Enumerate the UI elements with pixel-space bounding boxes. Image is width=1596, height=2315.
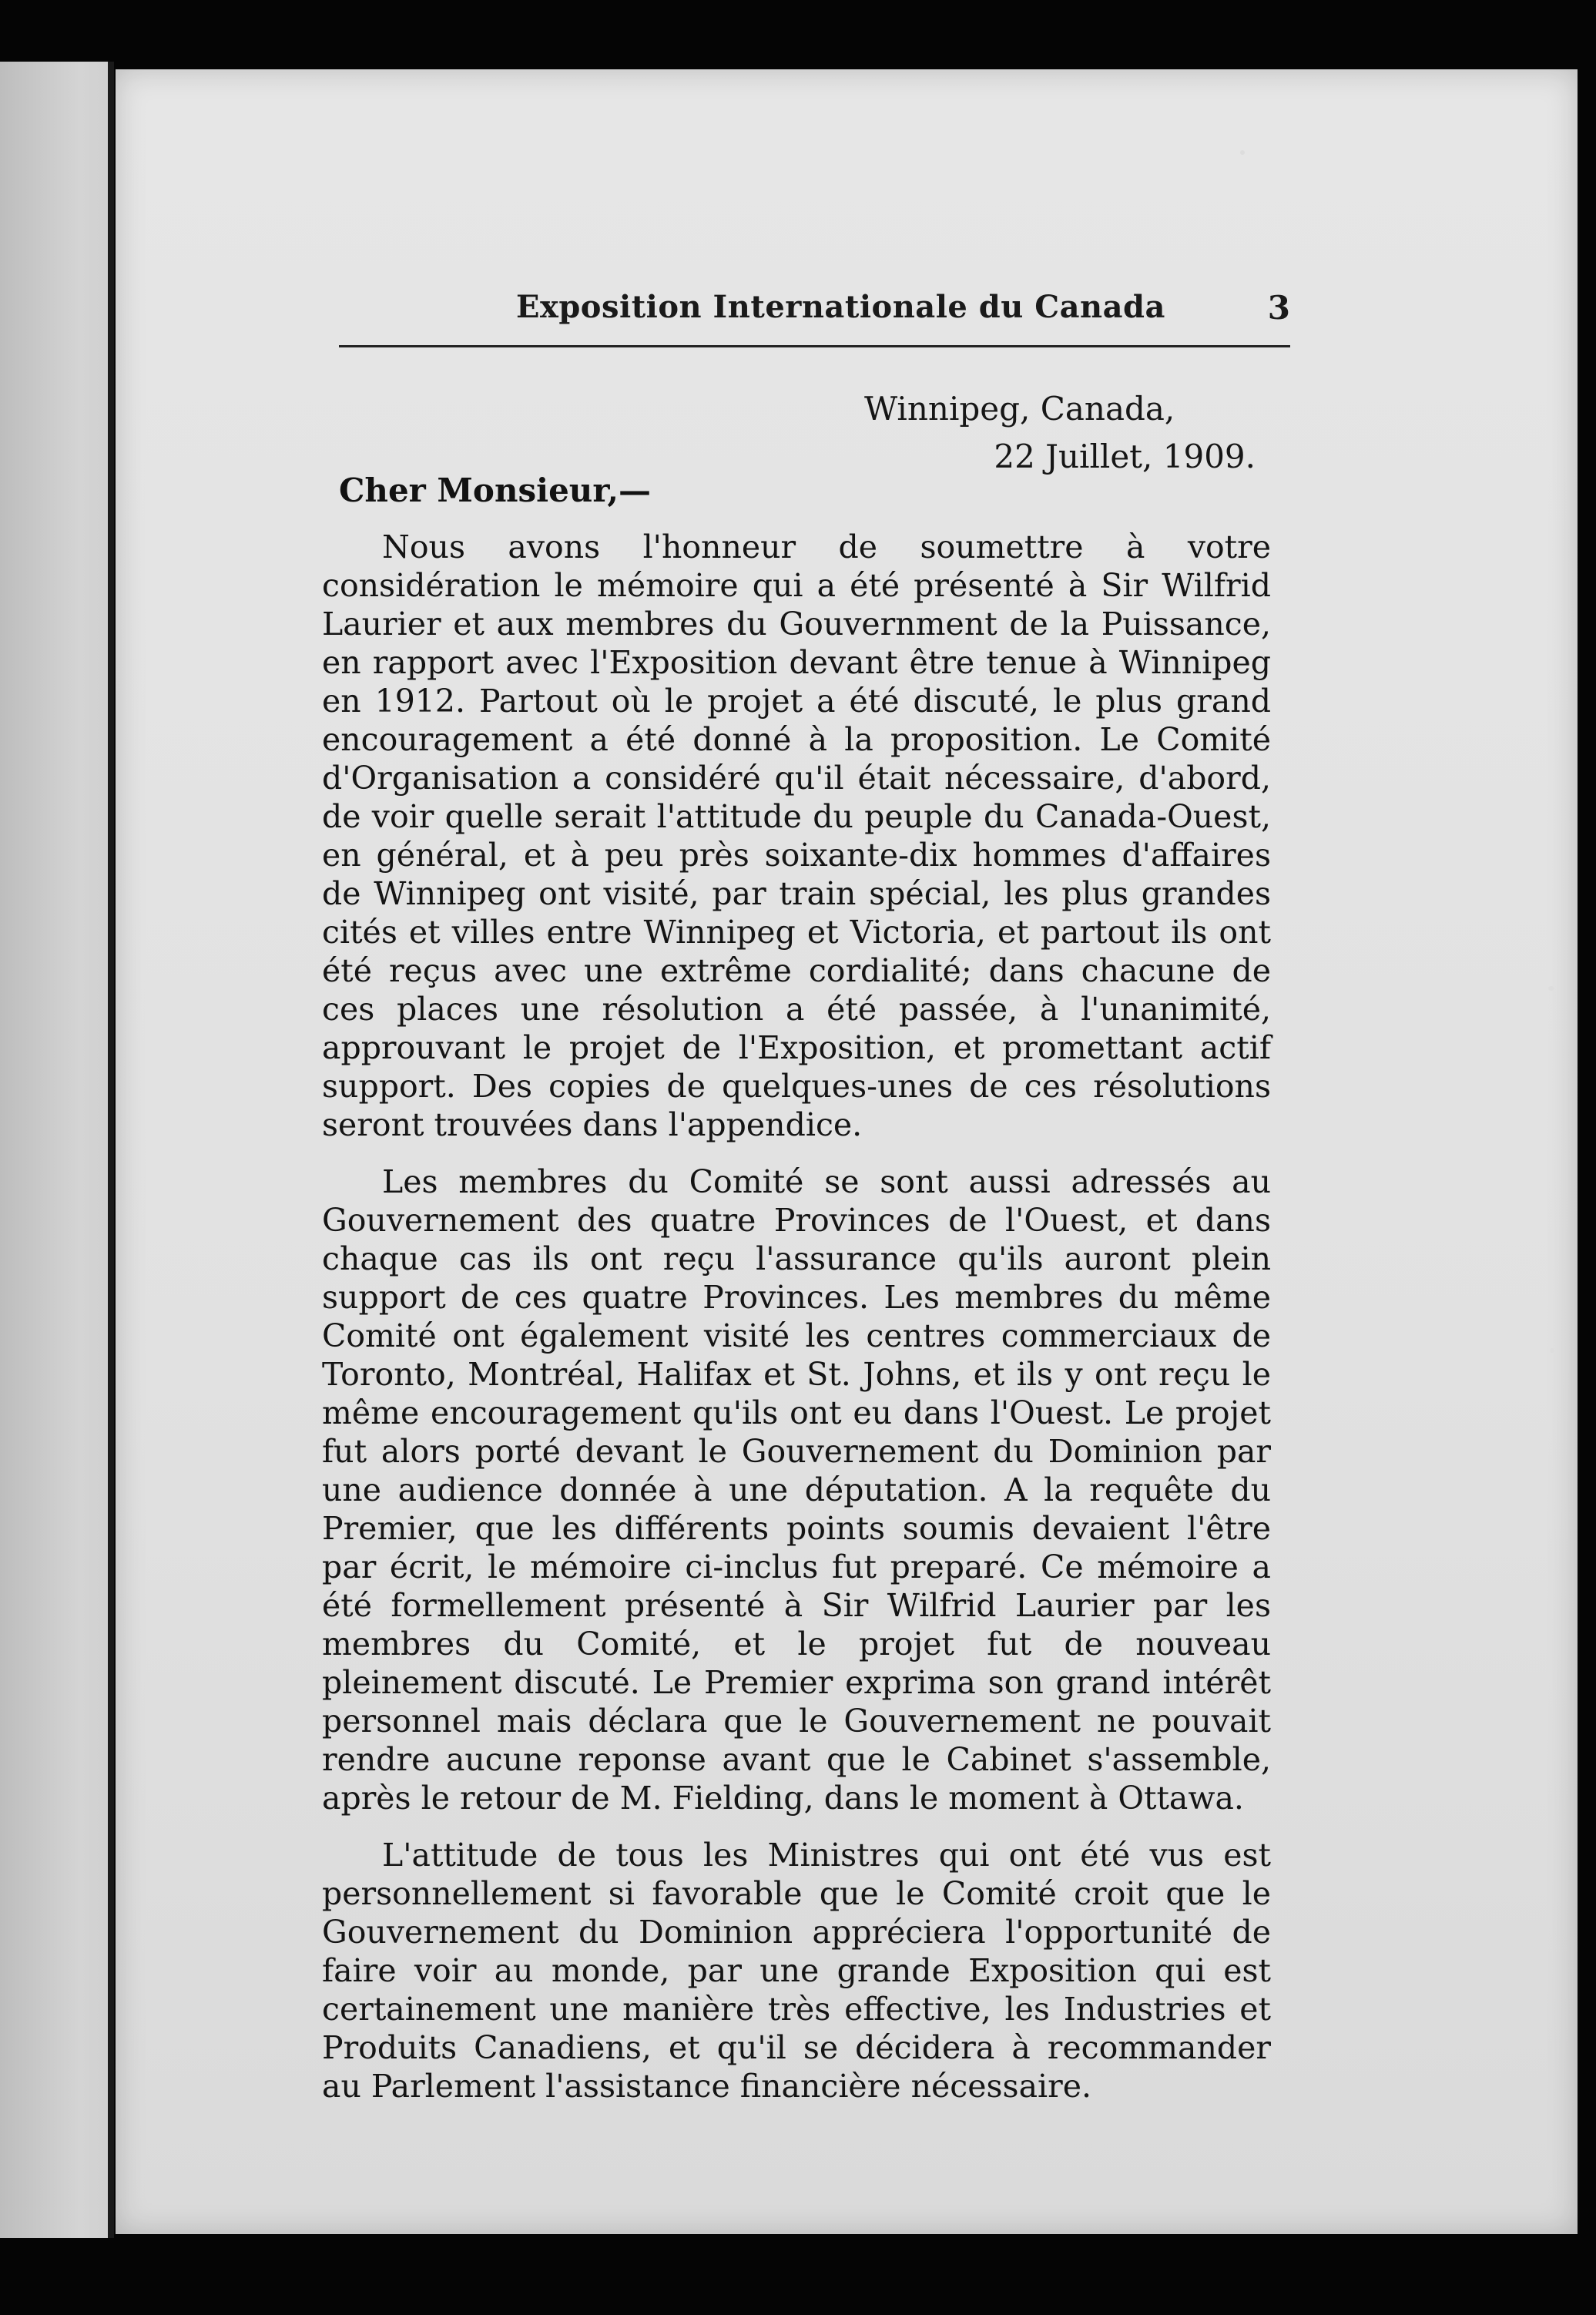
facing-page-edge [0, 62, 114, 2238]
dateline [847, 385, 1263, 481]
letter-body [322, 528, 1271, 2124]
paragraph-3: L'attitude de tous les Ministres qui ont été vus est personnellement si favorable que le Comité croit que le Gouvernement du Dominion appréciera l'opportunité de faire voir au monde, par une grande Exposition qui est certainement une manière très effective, les Industries et Produits Canadiens, et qu'il se décidera à recommander au Parlement l'assistance financière nécessaire. [322, 1837, 1271, 2105]
letter-date: 22 Juillet, 1909. [994, 438, 1256, 475]
salutation: Cher Monsieur,— [339, 471, 652, 509]
letter-place: Winnipeg, Canada, [864, 390, 1175, 428]
header-rule [339, 345, 1290, 347]
paragraph-2: Les membres du Comité se sont aussi adressés au Gouvernement des quatre Provinces de l'Ouest, et dans chaque cas ils ont reçu l'assurance qu'ils auront plein support de ces quatre Provinces. Les membres du même Comité ont également visité les centres commerciaux de Toronto, Montréal, Halifax et St. Johns, et ils y ont reçu le même encouragement qu'ils ont eu dans l'Ouest. Le projet fut alors porté devant le Gouvernement du Dominion par une audience donnée à une députation. A la requête du Premier, que les différents points soumis devaient l'être par écrit, le mémoire ci-inclus fut preparé. Ce mémoire a été formellement présenté à Sir Wilfrid Laurier par les membres du Comité, et le projet fut de nouveau pleinement discuté. Le Premier exprima son grand intérêt personnel mais déclara que le Gouvernement ne pouvait rendre aucune reponse avant que le Cabinet s'assemble, après le retour de M. Fielding, dans le moment à Ottawa. [322, 1163, 1271, 1817]
running-head [339, 289, 1290, 351]
paragraph-1: Nous avons l'honneur de soumettre à votre considération le mémoire qui a été présenté à Sir Wilfrid Laurier et aux membres du Gouvernment de la Puissance, en rapport avec l'Exposition devant être tenue à Winnipeg en 1912. Partout où le projet a été discuté, le plus grand encouragement a été donné à la proposition. Le Comité d'Organisation a considéré qu'il était nécessaire, d'abord, de voir quelle serait l'attitude du peuple du Canada-Ouest, en général, et à peu près soixante-dix hommes d'affaires de Winnipeg ont visité, par train spécial, les plus grandes cités et villes entre Winnipeg et Victoria, et partout ils ont été reçus avec une extrême cordialité; dans chacune de ces places une résolution a été passée, à l'unanimité, approuvant le projet de l'Exposition, et promettant actif support. Des copies de quelques-unes de ces résolutions seront trouvées dans l'appendice. [322, 528, 1271, 1143]
binding-shadow [108, 62, 114, 2238]
running-head-title: Exposition Internationale du Canada [516, 289, 1165, 325]
page-number: 3 [1267, 289, 1290, 327]
